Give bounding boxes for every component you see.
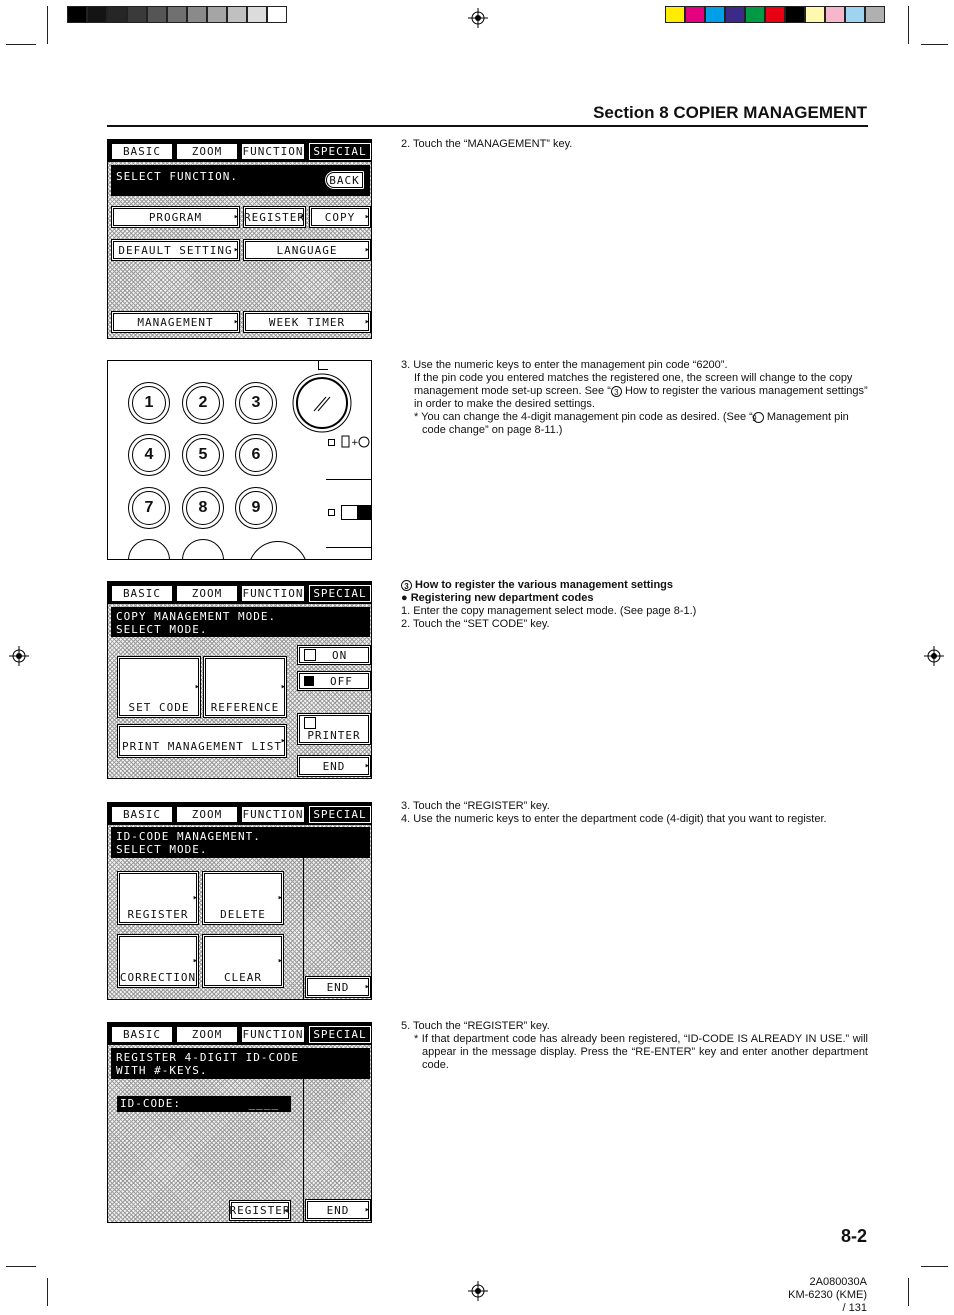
numeric-key-6[interactable]: 6 [235, 434, 277, 476]
registration-mark-icon [924, 646, 944, 666]
register-button[interactable]: REGISTER ▸ [243, 206, 306, 228]
footer-codes [788, 1276, 867, 1315]
color-swatch [207, 6, 227, 23]
message-display [111, 827, 370, 858]
page-number: 8-2 [840, 1226, 867, 1246]
numeric-key-1[interactable]: 1 [128, 382, 170, 424]
step-3-4-text [401, 800, 868, 826]
tab-zoom[interactable]: ZOOM [176, 806, 238, 823]
tab-function[interactable]: FUNCTION [242, 145, 304, 158]
step-2-text [401, 138, 868, 151]
step-3-text [401, 359, 868, 437]
color-swatch [167, 6, 187, 23]
step-5-text [401, 1020, 868, 1072]
crop-mark [908, 1278, 909, 1306]
color-swatch [845, 6, 865, 23]
crop-mark [47, 1278, 48, 1306]
section-heading: 3 How to register the various management settings [401, 579, 868, 592]
message-line: REGISTER 4-DIGIT ID-CODE [116, 1051, 299, 1064]
color-swatch [865, 6, 885, 23]
numeric-keypad [107, 360, 372, 560]
panel-divider [326, 547, 372, 548]
correction-button[interactable]: CORRECTION ▸ [117, 934, 199, 988]
step-body: If the pin code you entered matches the registered one, the screen will change to the copy management mode set-up screen. See “ 3 How to register the various management settings” in order to make the desired settings. [414, 372, 868, 410]
color-swatch [267, 6, 287, 23]
clear-button[interactable]: CLEAR ▸ [202, 934, 284, 988]
color-swatch [825, 6, 845, 23]
step-line: 5. Touch the “REGISTER” key. [401, 1020, 550, 1032]
circled-number: 3 [611, 386, 622, 397]
panel-divider [303, 1079, 304, 1223]
message-display [111, 1048, 370, 1079]
panel-divider [318, 369, 328, 370]
numeric-key-3[interactable]: 3 [235, 382, 277, 424]
id-code-field [117, 1096, 291, 1112]
id-code-label: ID-CODE: [120, 1097, 181, 1110]
step-note: * If that department code has already been registered, “ID-CODE IS ALREADY IN USE.” will appear in the message display. Press the “RE-ENTER” key and enter another department code. [414, 1033, 868, 1071]
message-line: WITH #-KEYS. [116, 1064, 208, 1077]
tab-function[interactable]: FUNCTION [242, 808, 304, 821]
step-line: 3. Use the numeric keys to enter the management pin code “6200”. [401, 359, 728, 371]
crop-mark [921, 44, 948, 45]
tab-function[interactable]: FUNCTION [242, 587, 304, 600]
color-swatch [665, 6, 685, 23]
color-swatch [147, 6, 167, 23]
color-swatch [745, 6, 765, 23]
management-button[interactable]: MANAGEMENT ▸ [111, 311, 240, 333]
color-swatch [805, 6, 825, 23]
color-swatch [247, 6, 267, 23]
tab-special[interactable]: SPECIAL [309, 806, 371, 823]
color-swatch [705, 6, 725, 23]
tab-special[interactable]: SPECIAL [309, 585, 371, 602]
color-swatch [765, 6, 785, 23]
tab-basic[interactable]: BASIC [111, 585, 173, 602]
tab-basic[interactable]: BASIC [111, 143, 173, 160]
register-settings-text [401, 579, 868, 631]
color-swatch [127, 6, 147, 23]
default-setting-button[interactable]: DEFAULT SETTING ▸ [111, 239, 240, 261]
tab-zoom[interactable]: ZOOM [176, 143, 238, 160]
set-code-button[interactable]: SET CODE ▸ [117, 656, 201, 718]
color-swatch [685, 6, 705, 23]
tab-basic[interactable]: BASIC [111, 806, 173, 823]
mode-tabs [108, 582, 371, 604]
numeric-key-9[interactable]: 9 [235, 487, 277, 529]
tab-basic[interactable]: BASIC [111, 1026, 173, 1043]
header-rule [107, 125, 868, 127]
checkbox-icon [304, 717, 316, 729]
numeric-key-4[interactable]: 4 [128, 434, 170, 476]
language-button[interactable]: LANGUAGE ▸ [243, 239, 371, 261]
checkbox-icon [304, 649, 316, 661]
footer-line: / 131 [842, 1302, 867, 1314]
panel-divider [318, 361, 319, 369]
message-text: SELECT FUNCTION. [116, 170, 238, 183]
register-button[interactable]: REGISTER ▸ [117, 871, 199, 925]
footer-line: 2A080030A [809, 1276, 867, 1288]
step-line: 3. Touch the “REGISTER” key. [401, 800, 550, 812]
crop-mark [908, 6, 909, 44]
lcd-panel-copy-management [107, 581, 372, 779]
partial-key [128, 539, 170, 560]
interrupt-copy-icon[interactable] [341, 434, 371, 450]
sub-heading: ● Registering new department codes [401, 592, 594, 604]
week-timer-button[interactable]: WEEK TIMER ▸ [243, 311, 371, 333]
circled-number: 9 [753, 412, 764, 423]
step-line: 2. Touch the “MANAGEMENT” key. [401, 138, 573, 150]
copy-button[interactable]: COPY ▸ [309, 206, 371, 228]
color-swatch [785, 6, 805, 23]
lcd-panel-select-function [107, 139, 372, 339]
lcd-panel-id-code-management [107, 802, 372, 1000]
id-code-value: ____ [248, 1097, 279, 1110]
crop-mark [921, 1266, 948, 1267]
mode-tabs [108, 1023, 371, 1045]
off-button[interactable]: OFF [297, 671, 371, 691]
partial-key [248, 541, 308, 560]
mode-tabs [108, 803, 371, 825]
end-button[interactable]: END ▸ [305, 976, 371, 998]
color-swatch [87, 6, 107, 23]
tab-function[interactable]: FUNCTION [242, 1028, 304, 1041]
footer-line: KM-6230 (KME) [788, 1289, 867, 1301]
print-management-list-button[interactable]: PRINT MANAGEMENT LIST ▸ [117, 724, 287, 758]
color-swatch [107, 6, 127, 23]
tab-zoom[interactable]: ZOOM [176, 585, 238, 602]
energy-saver-key-icon[interactable] [341, 505, 372, 520]
end-button[interactable]: END ▸ [297, 755, 371, 777]
registration-mark-icon [468, 8, 488, 28]
svg-text:+: + [351, 438, 359, 448]
message-line: ID-CODE MANAGEMENT. [116, 830, 261, 843]
tab-special[interactable]: SPECIAL [309, 143, 371, 160]
lcd-panel-register-id-code [107, 1022, 372, 1223]
registration-mark-icon [9, 646, 29, 666]
numeric-key-7[interactable]: 7 [128, 487, 170, 529]
checkbox-checked-icon [304, 676, 314, 686]
program-button[interactable]: PROGRAM ▸ [111, 206, 240, 228]
registration-mark-icon [468, 1281, 488, 1301]
message-line: SELECT MODE. [116, 843, 208, 856]
circled-number: 3 [401, 580, 412, 591]
message-display [111, 607, 370, 637]
reference-button[interactable]: REFERENCE ▸ [203, 656, 287, 718]
step-note: * You can change the 4-digit management pin code as desired. (See “9 Management pin code change” on page 8-11.) [414, 411, 849, 436]
color-swatch [187, 6, 207, 23]
color-swatch [725, 6, 745, 23]
step-line: 2. Touch the “SET CODE” key. [401, 618, 550, 630]
clear-stop-key-icon[interactable] [292, 373, 352, 433]
partial-key [182, 539, 224, 560]
indicator-lamp [328, 439, 335, 446]
mode-tabs [108, 140, 371, 162]
section-title: Section 8 COPIER MANAGEMENT [593, 103, 867, 122]
numeric-key-8[interactable]: 8 [182, 487, 224, 529]
tab-special[interactable]: SPECIAL [309, 1026, 371, 1043]
crop-mark [6, 1266, 36, 1267]
register-button[interactable]: REGISTER ▸ [229, 1200, 291, 1221]
delete-button[interactable]: DELETE ▸ [202, 871, 284, 925]
crop-mark [47, 6, 48, 44]
step-line: 4. Use the numeric keys to enter the department code (4-digit) that you want to register. [401, 813, 827, 825]
printer-button[interactable]: PRINTER [297, 713, 371, 745]
crop-mark [6, 44, 36, 45]
message-line: SELECT MODE. [116, 623, 208, 636]
end-button[interactable]: END ▸ [305, 1199, 371, 1221]
color-swatch [227, 6, 247, 23]
tab-zoom[interactable]: ZOOM [176, 1026, 238, 1043]
panel-divider [303, 858, 304, 1000]
numeric-key-2[interactable]: 2 [182, 382, 224, 424]
color-swatch [67, 6, 87, 23]
numeric-key-5[interactable]: 5 [182, 434, 224, 476]
message-line: COPY MANAGEMENT MODE. [116, 610, 277, 623]
step-line: 1. Enter the copy management select mode. (See page 8-1.) [401, 605, 697, 617]
indicator-lamp [328, 509, 335, 516]
on-button[interactable]: ON [297, 645, 371, 665]
back-button[interactable]: BACK [324, 170, 365, 190]
panel-divider [326, 479, 372, 480]
